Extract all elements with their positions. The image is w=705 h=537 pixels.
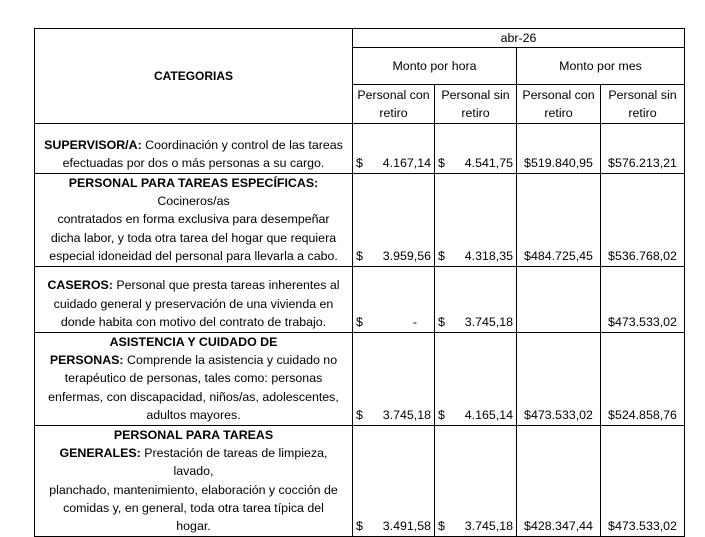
category-title: PERSONAS: [49,353,124,368]
category-title: SUPERVISOR/A: [44,137,142,152]
category-title: PERSONAL PARA TAREAS ESPECÍFICAS: [68,176,319,190]
hora-sin-retiro-header [435,85,517,124]
description-line: comidas y, en general, toda otra tarea típica del [63,500,324,515]
description-line: donde habita con motivo del contrato de trabajo. [60,314,327,329]
description-line: Comprende la asistencia y cuidado no [127,353,338,368]
description-line: Coordinación y control de las tareas [145,137,343,152]
description-line: cuidado general y preservación de una vivienda en [53,296,334,311]
mes-con-retiro-cell: $519.840,95 [517,124,601,174]
hora-con-retiro-cell [353,333,435,426]
description-line: dicha labor, y toda otra tarea del hogar que requiera [50,230,337,245]
amount: 4.167,14 [382,156,431,170]
table-row [35,174,685,267]
mes-sin-retiro-cell: $576.213,21 [601,124,685,174]
currency-symbol: $ [438,519,445,534]
currency-symbol: $ [356,519,363,534]
con-retiro-line1: Personal con [522,88,595,102]
description-line: Cocineros/as [157,194,230,209]
currency-symbol: $ [356,249,363,264]
category-description [35,124,353,174]
table-row [35,333,685,426]
category-description [35,174,353,267]
currency-symbol: $ [438,249,445,264]
table-row [35,267,685,333]
categorias-header: CATEGORIAS [35,29,353,124]
hora-sin-retiro-cell [435,426,517,537]
con-retiro-line2: retiro [544,106,573,120]
currency-symbol: $ [356,408,363,423]
currency-symbol: $ [438,315,445,330]
con-retiro-line1: Personal con [357,88,430,102]
mes-sin-retiro-cell: $524.858,76 [601,333,685,426]
mes-sin-retiro-cell: $536.768,02 [601,174,685,267]
currency-symbol: $ [438,408,445,423]
mes-con-retiro-cell: $428.347,44 [517,426,601,537]
category-title: CASEROS: [47,278,113,293]
table-row [35,426,685,537]
table-row [35,124,685,174]
description-line: contratados en forma exclusiva para desempeñar [57,212,330,227]
hora-con-retiro-cell [353,267,435,333]
description-line: especial idoneidad del personal para llevarla a cabo. [49,248,338,263]
sin-retiro-line2: retiro [461,106,490,120]
category-title: GENERALES: [59,446,141,461]
hora-sin-retiro-cell [435,174,517,267]
description-line: Prestación de tareas de limpieza, lavado, [144,446,328,479]
description-line: terapéutico de personas, tales como: personas [64,371,323,386]
amount: 4.541,75 [464,156,513,170]
amount: 4.165,14 [464,408,513,423]
amount: - [412,315,417,330]
category-title: PERSONAL PARA TAREAS [113,428,274,443]
monto-hora-header: Monto por hora [353,48,517,85]
description-line: Personal que presta tareas inherentes al [116,278,340,293]
salary-table [34,28,685,537]
mes-sin-retiro-header [601,85,685,124]
hora-sin-retiro-cell [435,124,517,174]
sin-retiro-line2: retiro [628,106,657,120]
hora-con-retiro-cell [353,174,435,267]
sin-retiro-line1: Personal sin [441,88,510,102]
mes-con-retiro-cell [517,267,601,333]
currency-symbol: $ [356,315,363,330]
currency-symbol: $ [438,156,445,170]
monto-mes-header: Monto por mes [517,48,685,85]
amount: 4.318,35 [464,249,513,264]
hora-con-retiro-cell [353,426,435,537]
hora-con-retiro-header [353,85,435,124]
hora-con-retiro-cell [353,124,435,174]
period-header: abr-26 [353,29,685,48]
sin-retiro-line1: Personal sin [608,88,677,102]
category-description [35,333,353,426]
mes-sin-retiro-cell: $473.533,02 [601,267,685,333]
mes-con-retiro-cell: $484.725,45 [517,174,601,267]
amount: 3.491,58 [382,519,431,534]
currency-symbol: $ [356,156,363,170]
description-line: hogar. [176,519,211,534]
category-title: ASISTENCIA Y CUIDADO DE [109,335,278,350]
amount: 3.745,18 [464,519,513,534]
category-description [35,426,353,537]
category-description [35,267,353,333]
amount: 3.745,18 [464,315,513,330]
description-line: planchado, mantenimiento, elaboración y cocción de [49,482,338,497]
mes-sin-retiro-cell: $473.533,02 [601,426,685,537]
header-row-period [35,29,685,48]
hora-sin-retiro-cell [435,333,517,426]
amount: 3.959,56 [382,249,431,264]
description-line: efectuadas por dos o más personas a su cargo. [62,155,325,170]
mes-con-retiro-header [517,85,601,124]
description-line: enfermas, con discapacidad, niños/as, adolescentes, [48,389,339,404]
amount: 3.745,18 [382,408,431,423]
mes-con-retiro-cell: $473.533,02 [517,333,601,426]
hora-sin-retiro-cell [435,267,517,333]
description-line: adultos mayores. [146,407,241,422]
con-retiro-line2: retiro [379,106,408,120]
